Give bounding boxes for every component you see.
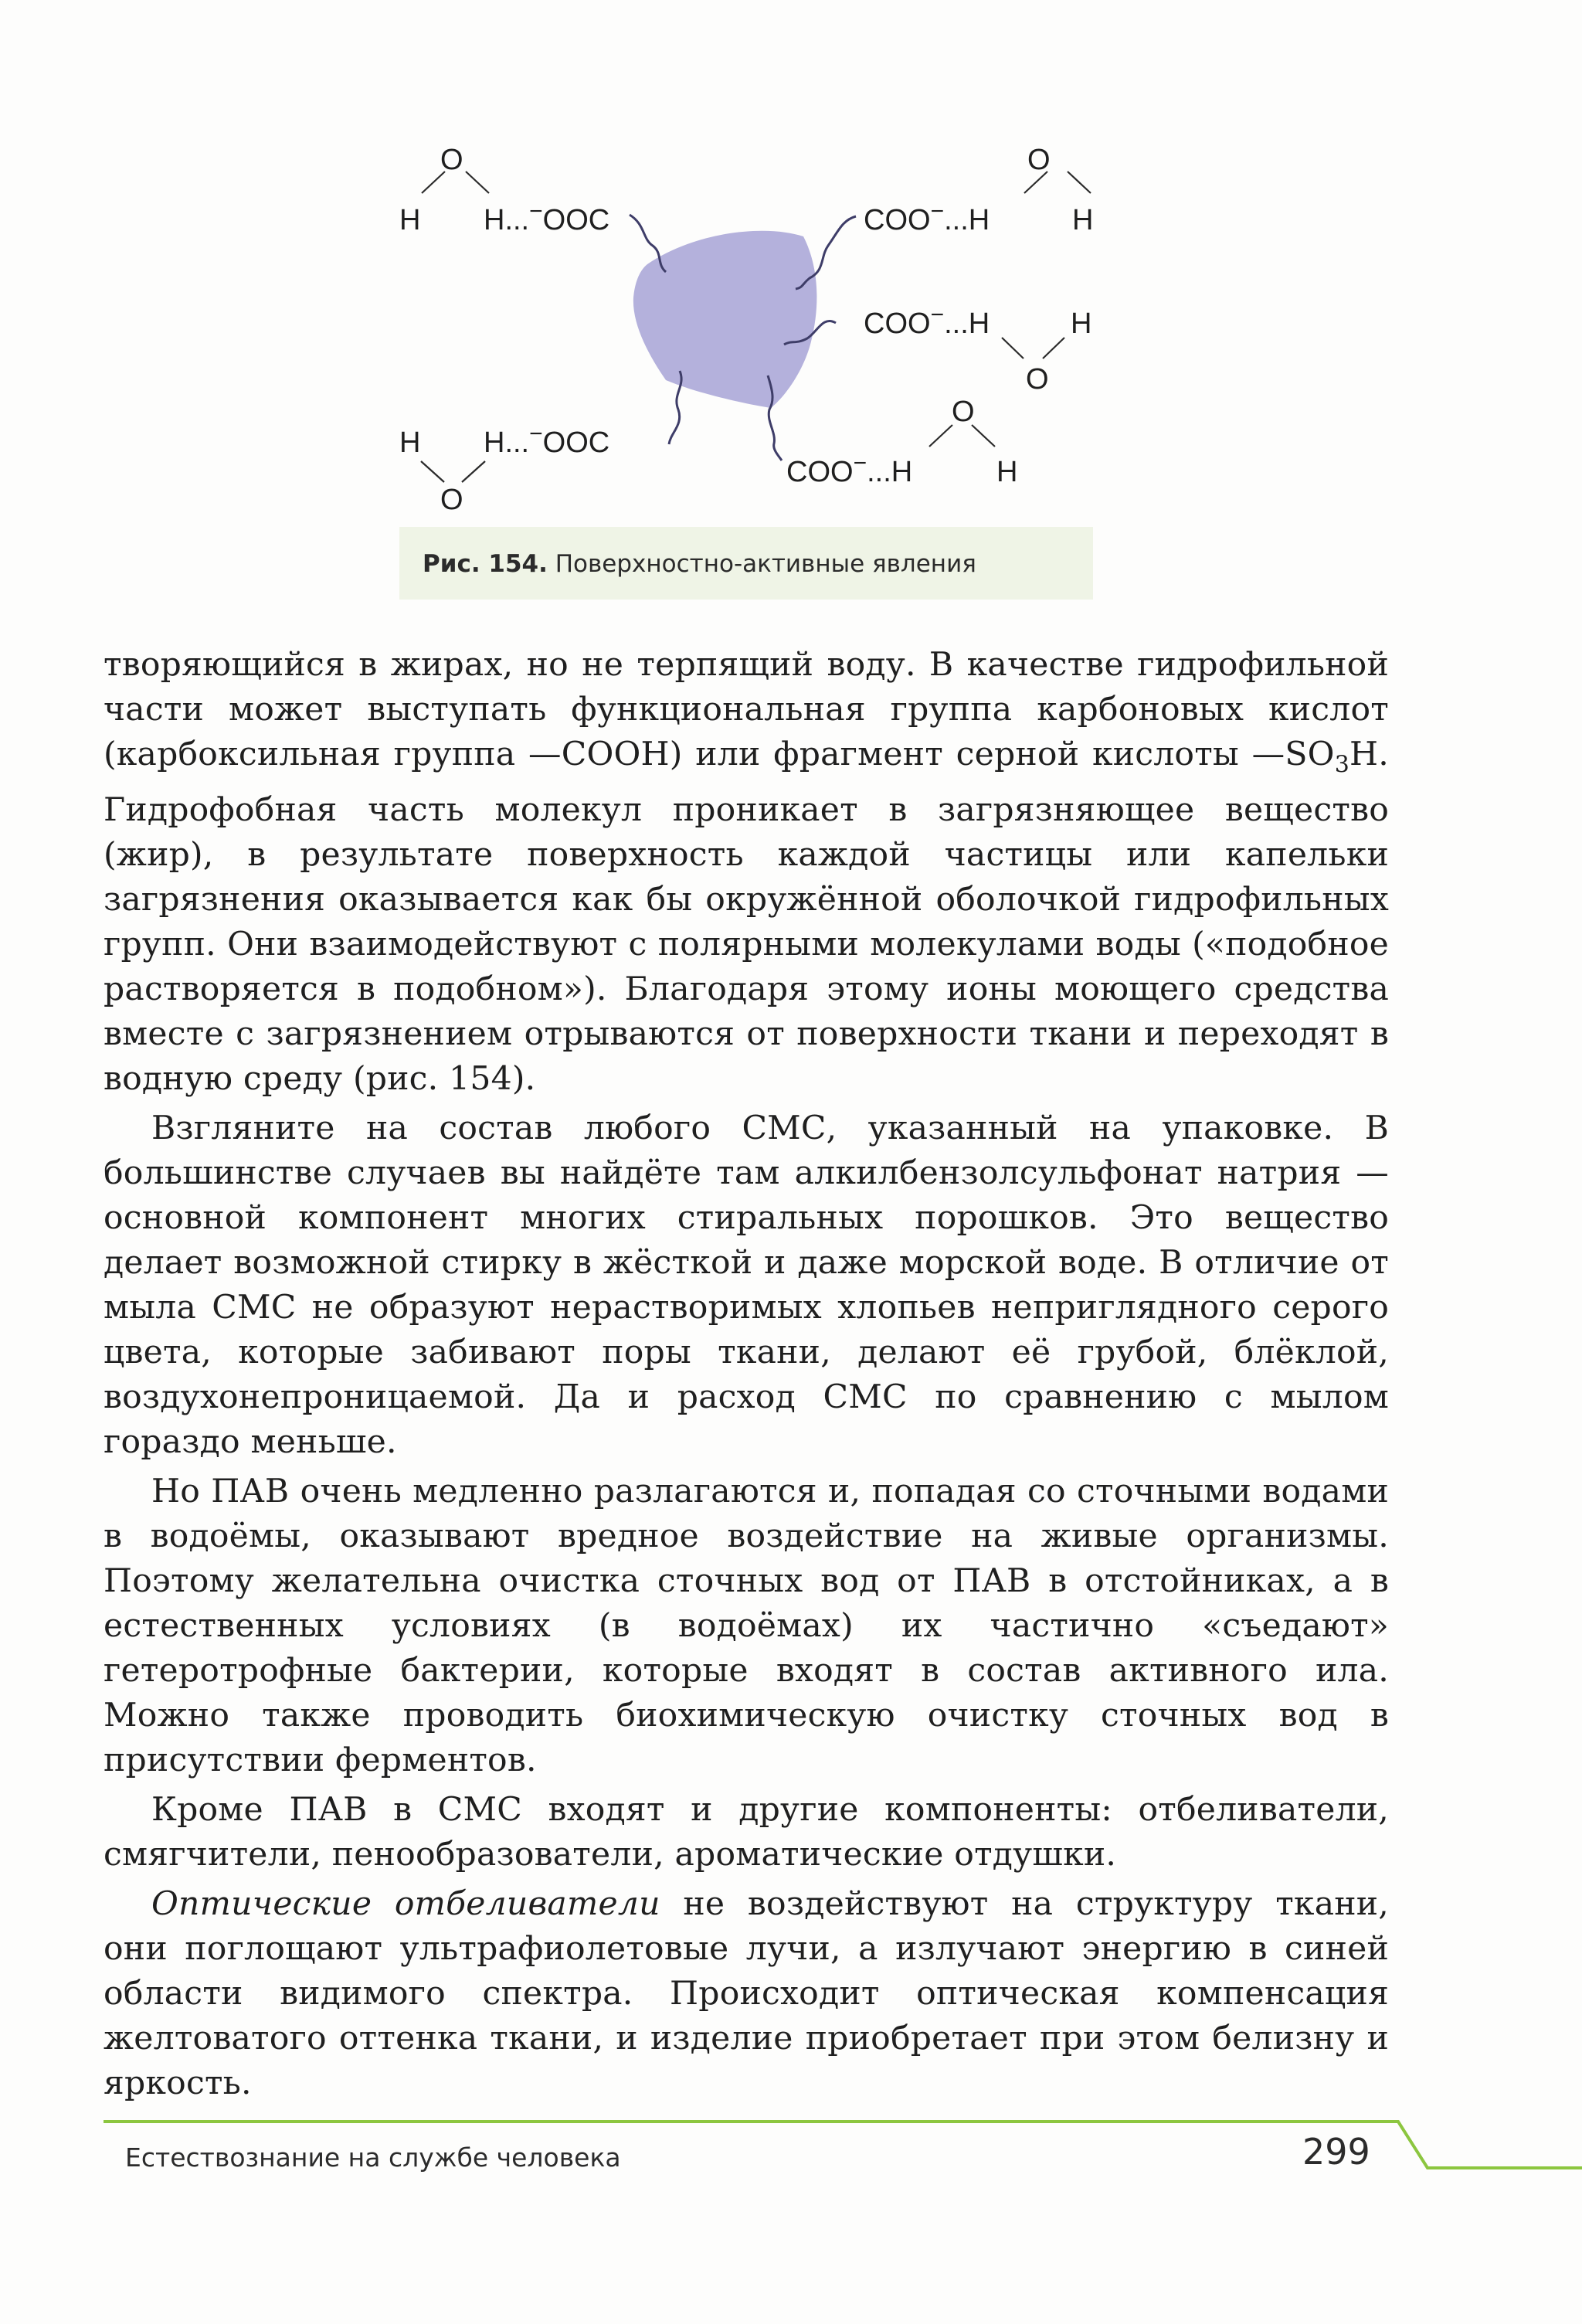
paragraph: Взгляните на состав любого СМС, указанный на упаковке. В большинстве случаев вы найдёте там алкилбензолсульфонат натрия — основной компонент многих стиральных порошков. Это вещество делает возможной стирку в жёсткой и даже морской воде. В отличие от мыла СМС не образуют нерастворимых хлопьев неприглядного серого цвета, которые забивают поры ткани, делают её грубой, блёклой, воздухонепроницаемой. Да и расход СМС по сравнению с мылом гораздо меньше. (104, 1109, 1389, 1461)
body-text (104, 643, 1389, 2111)
caption-text: Поверхностно-активные явления (555, 550, 976, 578)
surfactant-diagram (0, 0, 1582, 525)
running-footer-title: Естествознание на службе человека (125, 2142, 621, 2173)
paragraph: Кроме ПАВ в СМС входят и другие компоненты: отбеливатели, смягчители, пенообразователи, ароматические отдушки. (104, 1790, 1389, 1874)
figure-154 (0, 0, 1582, 525)
page-number: 299 (1302, 2131, 1370, 2173)
paragraph: Оптические отбеливатели не воздействуют на структуру ткани, они поглощают ультрафиолетовые лучи, а излучают энергию в синей области видимого спектра. Происходит оптическая компенсация желтоватого оттенка ткани, и изделие приобретает при этом белизну и яркость. (104, 1884, 1389, 2102)
oxygen-label: O (1027, 144, 1051, 176)
hydrogen-label: H (1072, 204, 1094, 236)
oxygen-label: O (1026, 363, 1049, 396)
carboxylate-label: COO−...H (864, 302, 990, 340)
paragraph: Но ПАВ очень медленно разлагаются и, попадая со сточными водами в водоёмы, оказывают вредное воздействие на живые организмы. Поэтому желательна очистка сточных вод от ПАВ в отстойниках, а в естественных условиях (в водоёмах) их частично «съедают» гетеротрофные бактерии, которые входят в состав активного ила. Можно также проводить биохимическую очистку сточных вод в присутствии ферментов. (104, 1472, 1389, 1779)
carboxylate-label: COO−...H (864, 199, 990, 236)
hydrogen-label: H (996, 456, 1018, 488)
oxygen-label: O (440, 484, 463, 516)
carboxylate-label: COO−...H (786, 450, 913, 488)
paragraph: творяющийся в жирах, но не терпящий воду. В качестве гидрофильной части может выступать функциональная группа карбоновых кислот (карбоксильная группа —COOH) или фрагмент серной кислоты $—SO_3H$. Гидрофобная часть молекул проникает в загрязняющее вещество (жир), в результате поверхность каждой частицы или капельки загрязнения оказывается как бы окружённой оболочкой гидрофильных групп. Они взаимодействуют с полярными молекулами воды («подобное растворяется в подобном»). Благодаря этому ионы моющего средства вместе с загрязнением отрываются от поверхности ткани и переходят в водную среду (рис. 154). (104, 646, 1389, 1098)
hydrogen-label: H (399, 204, 421, 236)
caption-label: Рис. 154. (423, 550, 548, 578)
oxygen-label: O (440, 144, 463, 176)
dirt-particle (633, 231, 817, 408)
oxygen-label: O (952, 396, 975, 428)
hydrogen-label: H (1071, 307, 1092, 340)
figure-caption (423, 550, 976, 578)
figure-caption-box (399, 527, 1093, 600)
carboxylate-label: H...−OOC (484, 421, 610, 459)
carboxylate-label: H...−OOC (484, 199, 610, 236)
hydrogen-label: H (399, 426, 421, 459)
